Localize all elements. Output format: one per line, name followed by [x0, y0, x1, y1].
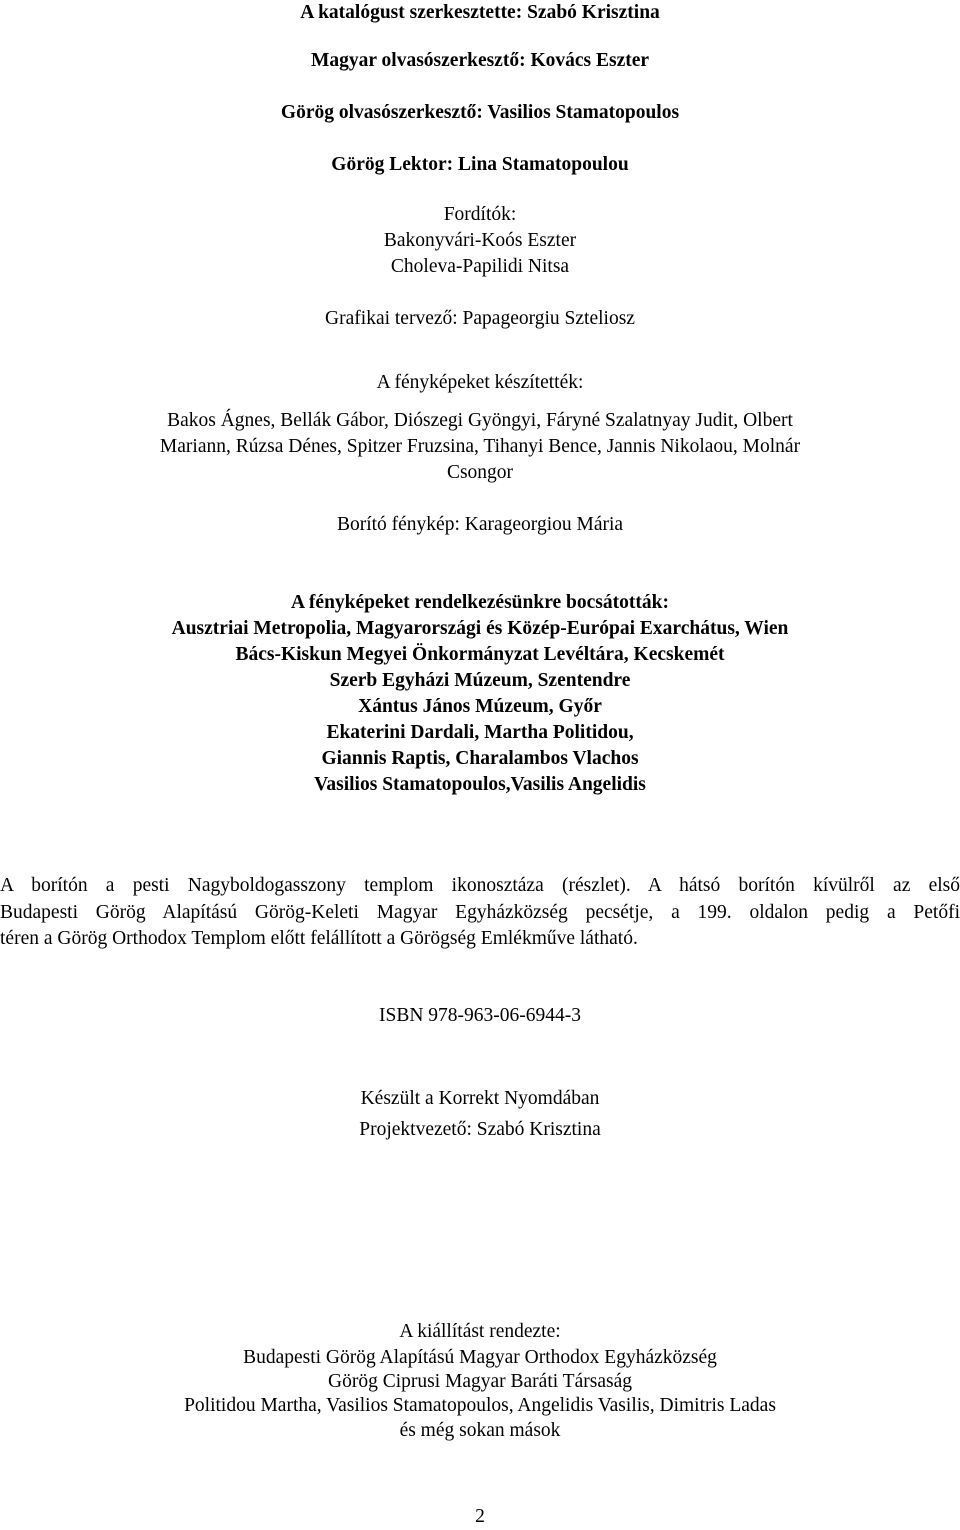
- exhibition-line: és még sokan mások: [399, 1420, 561, 1441]
- provider-line: Vasilios Stamatopoulos,Vasilis Angelidis: [314, 774, 646, 795]
- photographers-line: Bakos Ágnes, Bellák Gábor, Diószegi Gyöngyi, Fáryné Szalatnyay Judit, Olbert: [167, 410, 793, 431]
- hu-proofreader-credit: Magyar olvasószerkesztő: Kovács Eszter: [310, 50, 650, 71]
- cover-note-line: Budapesti Görög Alapítású Görög-Keleti Magyar Egyházközség pecsétje, a 199. oldalon pedig a Petőfi: [0, 902, 960, 923]
- provider-line: Ausztriai Metropolia, Magyarországi és Közép-Európai Exarchátus, Wien: [171, 618, 789, 639]
- provider-line: Szerb Egyházi Múzeum, Szentendre: [329, 670, 631, 691]
- page-number: 2: [475, 1506, 485, 1527]
- gr-proofreader-credit: Görög olvasószerkesztő: Vasilios Stamatopoulos: [280, 102, 680, 123]
- printer-credit: Készült a Korrekt Nyomdában: [360, 1088, 600, 1109]
- cover-note-line: téren a Görög Orthodox Templom előtt felállított a Görögség Emlékműve látható.: [0, 928, 638, 949]
- photographers-line: Mariann, Rúzsa Dénes, Spitzer Fruzsina, Tihanyi Bence, Jannis Nikolaou, Molnár: [159, 436, 801, 457]
- cover-photo-credit: Borító fénykép: Karageorgiou Mária: [336, 514, 624, 535]
- translators-label: Fordítók:: [443, 204, 517, 225]
- translator-item: Bakonyvári-Koós Eszter: [383, 230, 577, 251]
- project-lead-credit: Projektvezető: Szabó Krisztina: [359, 1119, 601, 1140]
- editor-credit: A katalógust szerkesztette: Szabó Krisztina: [300, 2, 660, 23]
- gr-lector-credit: Görög Lektor: Lina Stamatopoulou: [331, 154, 629, 175]
- cover-note-line: A borítón a pesti Nagyboldogasszony templom ikonosztáza (részlet). A hátsó borítón kívülről az első: [0, 875, 960, 896]
- exhibition-line: Politidou Martha, Vasilios Stamatopoulos, Angelidis Vasilis, Dimitris Ladas: [184, 1395, 776, 1416]
- provider-line: Giannis Raptis, Charalambos Vlachos: [321, 748, 639, 769]
- exhibition-line: Görög Ciprusi Magyar Baráti Társaság: [328, 1371, 632, 1392]
- graphic-designer-credit: Grafikai tervező: Papageorgiu Szteliosz: [325, 308, 635, 329]
- photographers-line: Csongor: [446, 462, 514, 483]
- provider-line: Bács-Kiskun Megyei Önkormányzat Levéltára, Kecskemét: [235, 644, 725, 665]
- provider-line: Xántus János Múzeum, Győr: [358, 696, 602, 717]
- providers-label: A fényképeket rendelkezésünkre bocsátották:: [291, 592, 669, 613]
- photographers-label: A fényképeket készítették:: [376, 372, 584, 393]
- exhibition-label: A kiállítást rendezte:: [399, 1321, 561, 1342]
- provider-line: Ekaterini Dardali, Martha Politidou,: [326, 722, 634, 743]
- exhibition-line: Budapesti Görög Alapítású Magyar Orthodox Egyházközség: [243, 1347, 717, 1368]
- translator-item: Choleva-Papilidi Nitsa: [390, 256, 570, 277]
- isbn: ISBN 978-963-06-6944-3: [378, 1005, 582, 1026]
